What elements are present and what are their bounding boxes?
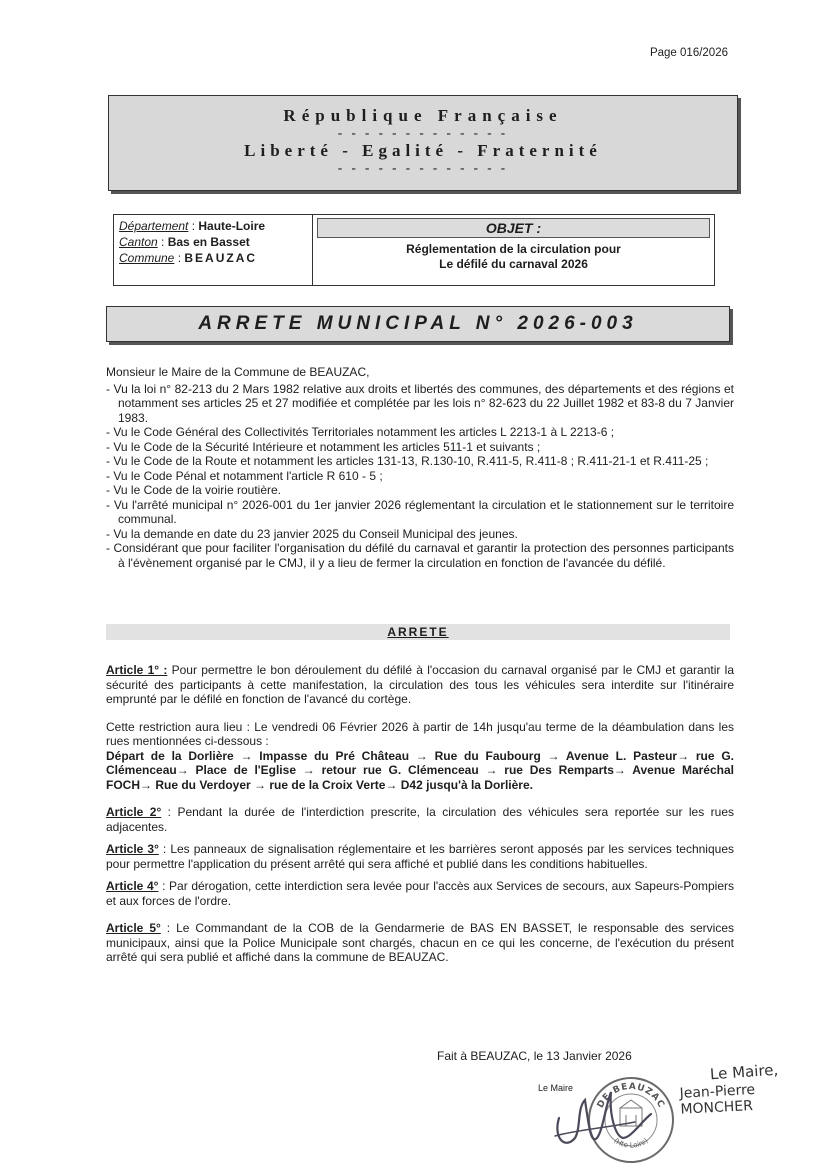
location-info-box bbox=[113, 214, 313, 286]
list-item: - Vu le Code Général des Collectivités Territoriales notamment les articles L 2213-1 à L 2213-6 ; bbox=[106, 425, 734, 440]
object-line-1: Réglementation de la circulation pour bbox=[406, 242, 621, 256]
commune-row bbox=[119, 250, 307, 266]
article-4-label: Article 4° bbox=[106, 879, 159, 893]
canton-row bbox=[119, 234, 307, 250]
article-3-label: Article 3° bbox=[106, 842, 159, 856]
list-item: - Vu le Code de la Route et notamment les articles 131-13, R.130-10, R.411-5, R.411-8 ; R.411-21-1 et R.411-25 ; bbox=[106, 454, 734, 469]
article-5 bbox=[106, 921, 734, 965]
departement-value: Haute-Loire bbox=[198, 219, 266, 233]
separator: : bbox=[174, 251, 185, 265]
article-5-label: Article 5° bbox=[106, 921, 161, 935]
article-1-route: Départ de la Dorlière → Impasse du Pré Château → Rue du Faubourg → Avenue L. Pasteur→ rue G. Clémenceau→ Place de l'Eglise → retour rue G. Clémenceau → rue Des Remparts→ Avenue Maréchal FOCH→ Rue du Verdoyer → rue de la Croix Verte→ D42 jusqu'à la Dorlière. bbox=[106, 748, 734, 792]
article-3 bbox=[106, 842, 734, 871]
object-line-2: Le défilé du carnaval 2026 bbox=[439, 257, 588, 271]
header-devise: Liberté - Egalité - Fraternité bbox=[244, 141, 602, 160]
page-number: Page 016/2026 bbox=[649, 47, 728, 59]
article-2-label: Article 2° bbox=[106, 805, 162, 819]
list-item: - Vu la demande en date du 23 janvier 2025 du Conseil Municipal des jeunes. bbox=[106, 527, 734, 542]
list-item: - Vu la loi n° 82-213 du 2 Mars 1982 relative aux droits et libertés des communes, des départements et des régions et notamment ses articles 25 et 27 modifiée et complétée par les lois n° 82-623 du 22 Juillet 1982 et 83-8 du 7 Janvier 1983. bbox=[106, 382, 734, 426]
republic-header bbox=[108, 95, 738, 191]
le-maire-label: Le Maire bbox=[538, 1083, 574, 1093]
header-dashes-1: - - - - - - - - - - - - - bbox=[337, 125, 509, 140]
header-republique: République Française bbox=[283, 106, 563, 125]
article-3-text: : Les panneaux de signalisation réglementaire et les barrières seront apposés par les services techniques pour permettre l'application du présent arrêté qui sera affiché et publié dans les conditions habituelles. bbox=[106, 842, 734, 871]
article-5-text: : Le Commandant de la COB de la Gendarmerie de BAS EN BASSET, le responsable des services municipaux, ainsi que la Police Municipale sont chargés, chacun en ce qui les concerne, de l'exécution du présent arrêté qui sera publié et affiché dans la commune de BEAUZAC. bbox=[106, 921, 735, 964]
list-item: - Vu le Code de la voirie routière. bbox=[106, 483, 734, 498]
preamble bbox=[106, 365, 734, 570]
arrete-title: ARRETE MUNICIPAL N° 2026-003 bbox=[106, 306, 730, 342]
article-1 bbox=[106, 663, 734, 707]
considerants-list bbox=[106, 382, 734, 571]
stamp-top-text: DE BEAUZAC bbox=[595, 1081, 667, 1110]
list-item: - Vu le Code de la Sécurité Intérieure et notamment les articles 511-1 et suivants ; bbox=[106, 440, 734, 455]
article-1-label: Article 1° : bbox=[106, 663, 168, 677]
departement-row bbox=[119, 218, 307, 234]
stamp-bottom-text: (Hte-Loire) bbox=[612, 1136, 650, 1150]
article-1-text: Pour permettre le bon déroulement du défilé à l'occasion du carnaval organisé par le CMJ et garantir la sécurité des participants à cette manifestation, la circulation des tous les véhicules sera interdite sur l'itinéraire emprunté par le défilé en fonction de l'avancé du cortège. bbox=[106, 663, 734, 706]
commune-value: BEAUZAC bbox=[184, 251, 258, 265]
signature-icon bbox=[545, 1078, 655, 1158]
departement-label: Département bbox=[119, 219, 189, 233]
commune-label: Commune bbox=[119, 251, 175, 265]
object-text bbox=[313, 242, 714, 272]
article-4 bbox=[106, 879, 734, 908]
list-item: - Vu le Code Pénal et notamment l'article R 610 - 5 ; bbox=[106, 469, 734, 484]
fait-a: Fait à BEAUZAC, le 13 Janvier 2026 bbox=[437, 1049, 632, 1063]
preamble-intro: Monsieur le Maire de la Commune de BEAUZAC, bbox=[106, 365, 370, 379]
separator: : bbox=[188, 219, 199, 233]
object-box bbox=[312, 214, 715, 286]
list-item: - Considérant que pour faciliter l'organisation du défilé du carnaval et garantir la protection des personnes participants à l'évènement organisé par le CMJ, il y a lieu de fermer la circulation en fonction de l'avancée du défilé. bbox=[106, 541, 734, 570]
maire-name: Jean-Pierre MONCHER bbox=[679, 1081, 756, 1118]
le-maire-handwritten: Le Maire, bbox=[709, 1060, 779, 1084]
articles bbox=[106, 663, 734, 965]
separator: : bbox=[157, 235, 168, 249]
header-dashes-2: - - - - - - - - - - - - - bbox=[337, 160, 509, 175]
arrete-section-band bbox=[106, 624, 730, 640]
list-item: - Vu l'arrêté municipal n° 2026-001 du 1er janvier 2026 réglementant la circulation et le stationnement sur le territoire communal. bbox=[106, 498, 734, 527]
article-4-text: : Par dérogation, cette interdiction sera levée pour l'accès aux Services de secours, aux Sapeurs-Pompiers et aux forces de l'ordre. bbox=[106, 879, 735, 908]
article-2 bbox=[106, 805, 734, 834]
arrete-section-label: ARRETE bbox=[387, 625, 449, 639]
article-2-text: : Pendant la durée de l'interdiction prescrite, la circulation des véhicules sera reportée sur les rues adjacentes. bbox=[106, 805, 734, 834]
object-title: OBJET : bbox=[317, 218, 710, 238]
canton-label: Canton bbox=[119, 235, 158, 249]
article-1-restriction: Cette restriction aura lieu : Le vendredi 06 Février 2026 à partir de 14h jusqu'au terme de la déambulation dans les rues mentionnées ci-dessous : bbox=[106, 719, 734, 748]
canton-value: Bas en Basset bbox=[167, 235, 250, 249]
